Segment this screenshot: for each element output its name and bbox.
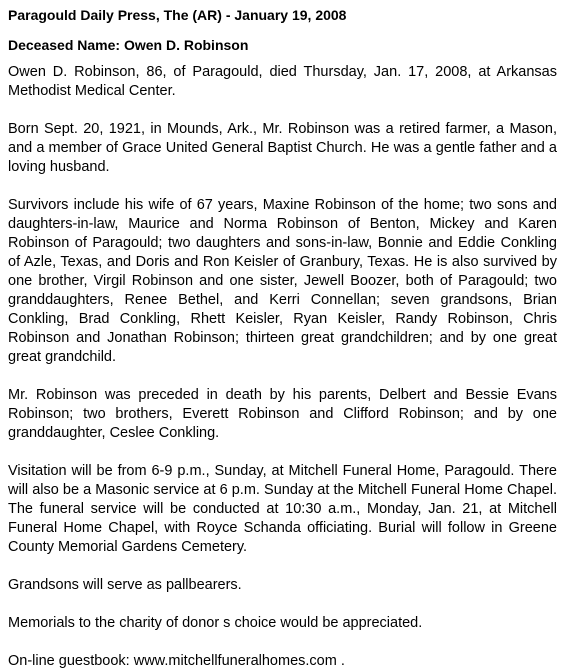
paragraph-guestbook: On-line guestbook: www.mitchellfuneralhomes.com . [8,653,345,669]
obituary-document [8,6,557,671]
publication-title: Paragould Daily Press, The (AR) - January 19, 2008 [8,7,347,23]
paragraph-biography: Born Sept. 20, 1921, in Mounds, Ark., Mr. Robinson was a retired farmer, a Mason, and a member of Grace United General Baptist Church. He was a gentle father and a loving husband. [8,121,557,175]
paragraph-pallbearers: Grandsons will serve as pallbearers. [8,577,242,593]
paragraph-memorials: Memorials to the charity of donor s choice would be appreciated. [8,615,423,631]
paragraph-services: Visitation will be from 6-9 p.m., Sunday, at Mitchell Funeral Home, Paragould. There will also be a Masonic service at 6 p.m. Sunday at the Mitchell Funeral Home Chapel. The funeral service will be conducted at 10:30 a.m., Monday, Jan. 21, at Mitchell Funeral Home Chapel, with Royce Schanda officiating. Burial will follow in Greene County Memorial Gardens Cemetery. [8,463,557,555]
paragraph-survivors: Survivors include his wife of 67 years, Maxine Robinson of the home; two sons and daughters-in-law, Maurice and Norma Robinson of Benton, Mickey and Karen Robinson of Paragould; two daughters and sons-in-law, Bonnie and Eddie Conkling of Azle, Texas, and Doris and Ron Keisler of Granbury, Texas. He is also survived by one brother, Virgil Robinson and one sister, Jewell Boozer, both of Paragould; two granddaughters, Renee Bethel, and Kerri Connellan; seven grandsons, Brian Conkling, Brad Conkling, Rhett Keisler, Ryan Keisler, Randy Robinson, Chris Robinson and Jonathan Robinson; thirteen great grandchildren; and by one great great grandchild. [8,197,557,365]
paragraph-preceded-in-death: Mr. Robinson was preceded in death by his parents, Delbert and Bessie Evans Robinson; two brothers, Everett Robinson and Clifford Robinson; and by one granddaughter, Ceslee Conkling. [8,387,557,441]
paragraph-death-notice: Owen D. Robinson, 86, of Paragould, died Thursday, Jan. 17, 2008, at Arkansas Methodist Medical Center. [8,64,557,99]
deceased-name-heading: Deceased Name: Owen D. Robinson [8,37,249,53]
